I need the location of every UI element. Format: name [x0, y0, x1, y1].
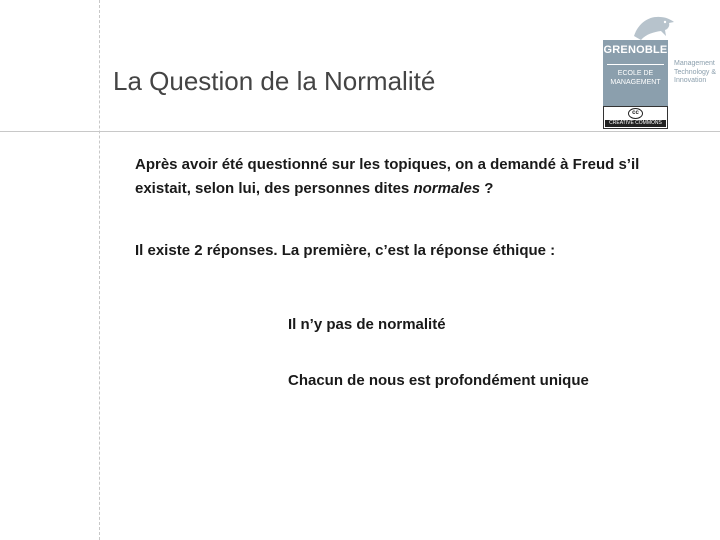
logo-rule — [607, 64, 664, 65]
logo-school-line1: ECOLE DE — [617, 70, 654, 77]
logo-tagline-line1: Management — [674, 60, 715, 67]
paragraph-answer: Il existe 2 réponses. La première, c’est la réponse éthique : — [135, 242, 556, 259]
point-unique: Chacun de nous est profondément unique — [288, 372, 589, 389]
creative-commons-badge[interactable] — [603, 106, 668, 129]
logo-school-line2: MANAGEMENT — [610, 79, 661, 86]
paragraph-intro-end: ? — [480, 180, 494, 197]
slide-title: La Question de la Normalité — [113, 66, 436, 96]
logo-tagline-line2: Technology & — [674, 68, 717, 76]
logo-box — [603, 40, 668, 107]
point-no-normality: Il n’y pas de normalité — [288, 316, 446, 333]
cc-icon: cc — [628, 108, 643, 119]
logo-school — [603, 69, 668, 87]
vertical-guide-line — [99, 0, 100, 540]
paragraph-intro — [135, 153, 675, 201]
logo-brand: GRENOBLE — [603, 44, 668, 56]
logo-tagline — [674, 60, 720, 86]
logo-tagline-line3: Innovation — [674, 77, 707, 84]
emphasis-normales: normales — [413, 180, 481, 197]
cc-band: CREATIVE COMMONS — [605, 120, 666, 127]
paragraph-intro-text: Après avoir été questionné sur les topiques, on a demandé à Freud s’il existait, selon lui, des personnes dites — [135, 156, 640, 197]
